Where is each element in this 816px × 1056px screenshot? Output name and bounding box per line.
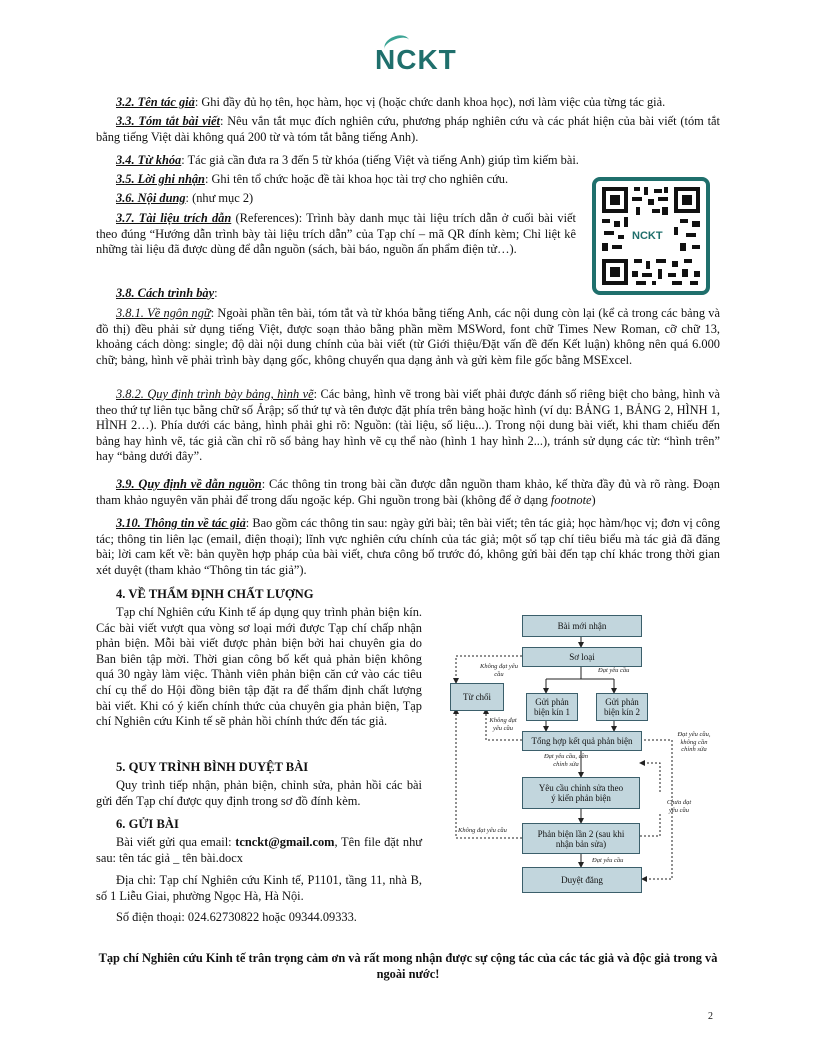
section-3-8-text: : [214,286,218,300]
review-flowchart [446,603,714,905]
page-number: 2 [708,1011,713,1022]
section-3-8-1 [96,306,720,368]
section-3-2 [116,95,716,111]
section-3-9-title: 3.9. Quy định về dẫn nguồn [116,477,262,491]
section-3-10 [96,516,720,578]
section-4-text: Tạp chí Nghiên cứu Kinh tế áp dụng quy trình phản biện kín. Các bài viết vượt qua vòng sơ loại mới được Tạp chí chấp nhận phản biện. Mỗi bài viết được phản biện bởi hai chuyên gia do Ban biên tập mời. Thời gian công bố kết quả phản biện không quá 30 ngày làm việc. Thành viên phản biện căn cứ vào các tiêu chí cụ thể do Hội đồng biên tập đặt ra để thẩm định chất lượng bài viết. Khi có ý kiến chính thức của chuyên gia phản biện, Tạp chí Nghiên cứu Kinh tế sẽ phản hồi chính thức đến tác giả. [96,605,422,729]
section-5-heading: 5. QUY TRÌNH BÌNH DUYỆT BÀI [116,760,309,774]
section-3-8-1-text: : Ngoài phần tên bài, tóm tắt và từ khóa bằng tiếng Anh, các nội dung còn lại (kể cả trong các bảng và đồ thị) đều phải sử dụng tiếng Việt, được soạn thảo bằng phần mềm MSWord, font chữ Times New Roman, cỡ chữ 13, khoảng cách dòng: single; độ dài nội dung chính của bài viết (từ Giới thiệu/Đặt vấn đề đến Kết luận) không nên quá 6.000 chữ; bảng, hình vẽ phải trình bày dạng gốc, không chuyển qua dạng ảnh và gửi kèm file gốc bằng MSExcel. [96,306,721,367]
flow-box-summary: Tổng hợp kết quả phản biện [522,731,642,751]
section-3-10-text: : Bao gồm các thông tin sau: ngày gửi bài; tên bài viết; tên tác giả; học hàm/học vị; đơn vị công tác; thông tin liên lạc (email, điện thoại); lĩnh vực nghiên cứu chính của tác giả; một số tạp chí tiêu biểu mà tác giả đã đăng bài; lời cam kết về: bản quyền hợp pháp của bài viết, chưa công bố trước đó, không gửi bài đến tạp chí khác trong thời gian xét duyệt (tham khảo “Thông tin tác giả”). [96,516,720,577]
email-link[interactable]: tcnckt@gmail.com [235,835,335,849]
section-3-6 [116,191,586,207]
flow-label-pass-no-fix: Đạt yêu cầu, không cần chỉnh sửa [677,731,711,753]
section-3-2-title: 3.2. Tên tác giả [116,95,195,109]
section-3-3 [96,114,720,145]
section-3-10-title: 3.10. Thông tin về tác giả [116,516,246,530]
flow-box-reject: Từ chối [450,683,504,711]
flow-box-prescreen: Sơ loại [522,647,642,667]
section-3-7-title: 3.7. Tài liệu trích dẫn [116,211,232,225]
section-3-8-2-title: 3.8.2. Quy định trình bày bảng, hình vẽ [116,387,314,401]
section-3-4 [116,153,716,169]
section-4-heading: 4. VỀ THẨM ĐỊNH CHẤT LƯỢNG [116,587,314,601]
section-3-8-2 [96,387,720,465]
flow-label-fail-3: Không đạt yêu cầu [458,827,507,834]
section-3-4-title: 3.4. Từ khóa [116,153,182,167]
section-3-2-text: : Ghi đầy đủ họ tên, học hàm, học vị (hoặc chức danh khoa học), nơi làm việc của từng tác giả. [194,95,666,109]
section-3-5 [116,172,586,188]
section-3-9-end: ) [591,492,596,507]
section-3-6-text: : (như mục 2) [185,191,254,205]
section-6-address: Địa chỉ: Tạp chí Nghiên cứu Kinh tế, P1101, tầng 11, nhà B, số 1 Liễu Giai, phường Ngọc Hà, Hà Nội. [96,873,422,903]
logo-text: NCKT [375,44,457,75]
section-3-5-title: 3.5. Lời ghi nhận [116,172,205,186]
flow-label-pass-2: Đạt yêu cầu [592,857,624,864]
flow-label-fail-1: Không đạt yêu cầu [480,663,518,678]
flow-label-pass-1: Đạt yêu cầu [598,667,630,674]
flow-label-not-yet: Chưa đạt yêu cầu [666,799,692,814]
flow-box-reviewer-1: Gửi phản biện kín 1 [526,693,578,721]
section-3-8-title: 3.8. Cách trình bày [116,286,215,300]
section-3-8-2-text: : Các bảng, hình vẽ trong bài viết phải được đánh số riêng biệt cho bảng, hình và theo thứ tự liên tục bằng chữ số Ảrập; số thứ tự và tên được đặt phía trên bảng hoặc hình (ví dụ: BẢNG 1, BẢNG 2, HÌNH 1, HÌNH 2…). Phía dưới các bảng, hình phải ghi rõ: Nguồn: (tài liệu, số liệu...). Trong nội dung bài viết, khi tham chiếu đến bảng hay hình vẽ, tác giả cần chỉ rõ số bảng hay hình vẽ cụ thể nào (hình 1 hay hình 2...), tránh sử dụng các từ: “hình trên” hay “bảng dưới đây”. [96,387,720,464]
closing-note: Tạp chí Nghiên cứu Kinh tế trân trọng cảm ơn và rất mong nhận được sự cộng tác của các tác giả và độc giả trong và ngoài nước! [98,951,718,981]
section-3-8-1-title: 3.8.1. Về ngôn ngữ [116,306,211,320]
section-5-text: Quy trình tiếp nhận, phản biện, chỉnh sửa, phản hồi các bài gửi đến Tạp chí được quy định trong sơ đồ đính kèm. [96,778,422,808]
flow-label-fail-2: Không đạt yêu cầu [489,717,517,732]
flow-box-received: Bài mới nhận [522,615,642,637]
section-3-3-text: : Nêu vắn tắt mục đích nghiên cứu, phương pháp nghiên cứu và các phát hiện của bài viết (tóm tắt bằng tiếng Việt dài không quá 200 từ và tóm tắt bằng tiếng Anh). [96,114,720,144]
section-3-4-text: : Tác giả cần đưa ra 3 đến 5 từ khóa (tiếng Việt và tiếng Anh) giúp tìm kiếm bài. [181,153,579,167]
flow-box-reviewer-2: Gửi phản biện kín 2 [596,693,648,721]
section-3-3-title: 3.3. Tóm tắt bài viết [116,114,220,128]
section-6-phone: Số điện thoại: 024.62730822 hoặc 09344.09333. [116,910,357,924]
section-6-email-para [96,835,422,866]
qr-label: NCKT [632,230,663,242]
section-3-9 [96,477,720,508]
section-3-5-text: : Ghi tên tổ chức hoặc đề tài khoa học tài trợ cho nghiên cứu. [204,172,509,186]
section-6-heading: 6. GỬI BÀI [116,817,179,831]
flow-label-pass-fix: Đạt yêu cầu, cần chỉnh sửa [543,753,589,768]
flow-box-publish: Duyệt đăng [522,867,642,893]
section-3-6-title: 3.6. Nội dung [116,191,186,205]
section-3-9-footnote: footnote [550,492,592,507]
email-suffix: , Tên file đặt như sau: tên tác giả _ tên bài.docx [96,835,422,865]
flow-box-review-2: Phản biện lần 2 (sau khi nhận bản sửa) [522,823,640,854]
section-3-9-text: : Các thông tin trong bài cần được dẫn nguồn tham khảo, kế thừa đầy đủ và rõ ràng. Đoạn tham khảo nguyên văn phải để trong dấu ngoặc kép. Ghi nguồn trong bài (không để ở dạng [96,477,720,507]
email-prefix: Bài viết gửi qua email: [116,835,236,849]
section-3-7 [96,211,576,258]
section-3-7-text: (References): Trình bày danh mục tài liệu trích dẫn ở cuối bài viết theo đúng “Hướng dẫn trình bày tài liệu trích dẫn” của Tạp chí – mã QR đính kèm; Chỉ liệt kê những tài liệu đã được dùng để dẫn nguồn (sách, bài báo, nguồn ấn phẩm điện tử…). [96,211,576,257]
section-3-8 [116,286,586,302]
flow-box-revise: Yêu cầu chỉnh sửa theo ý kiến phản biện [522,777,640,809]
